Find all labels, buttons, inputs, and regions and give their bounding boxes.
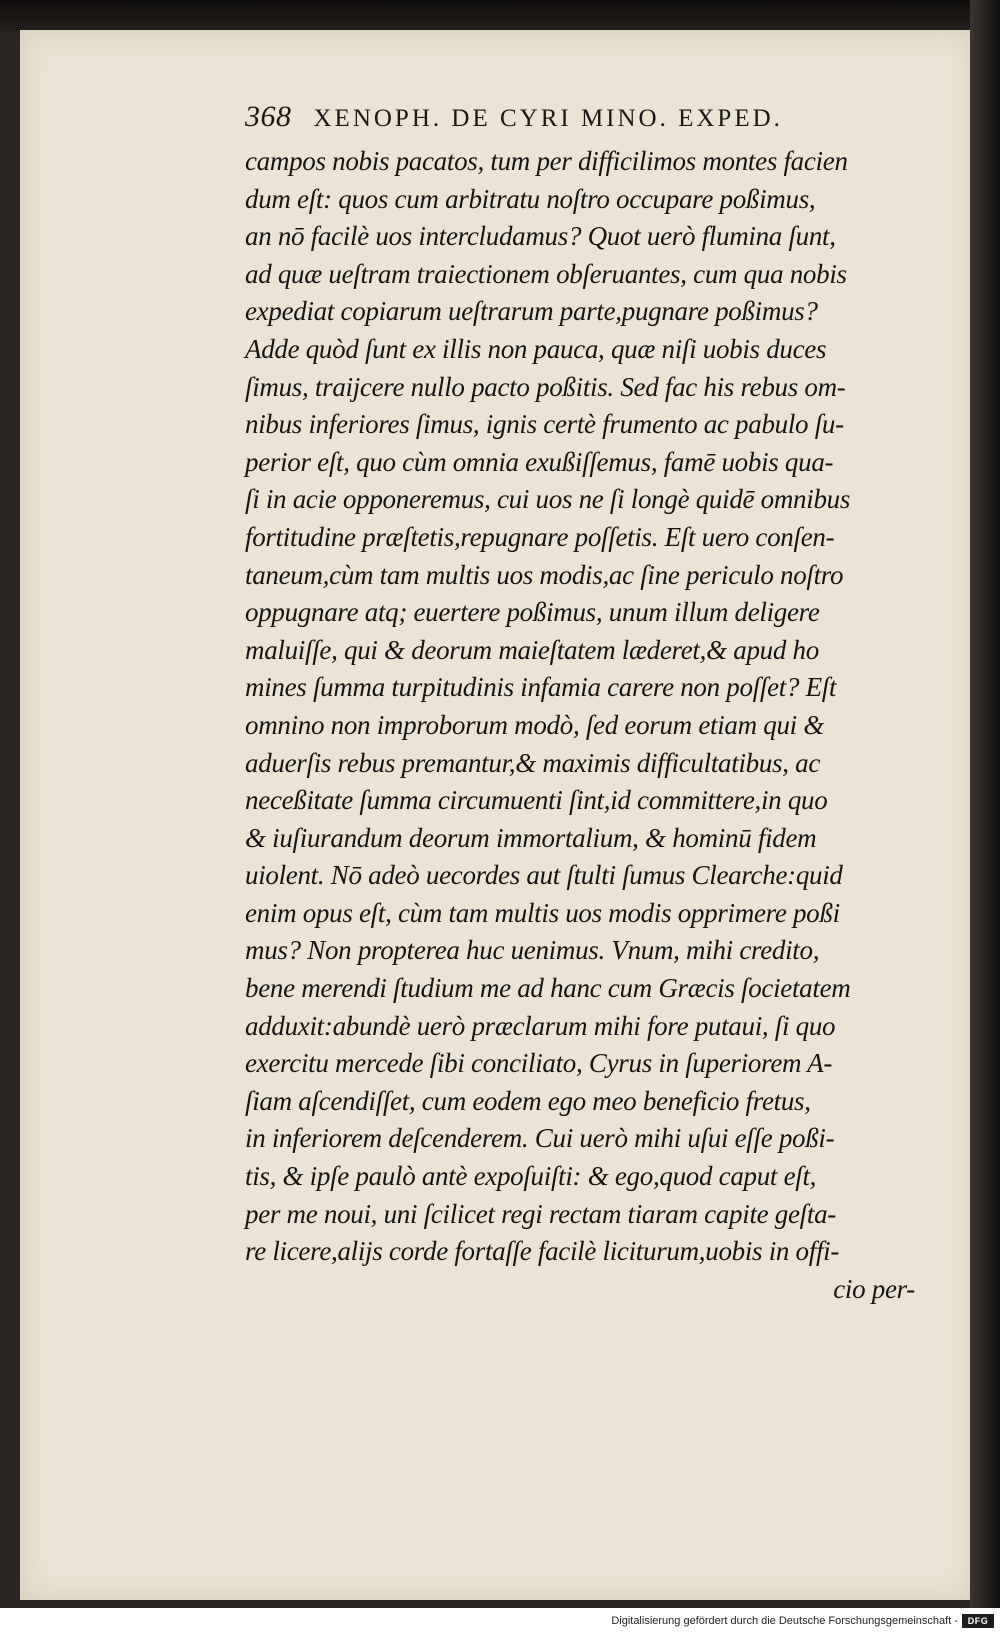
text-line: ſi in acie opponeremus, cui uos ne ſi longè quidē omnibus [245, 484, 851, 515]
catchword: cio per- [833, 1273, 915, 1304]
text-line: adduxit:abundè uerò præclarum mihi fore putaui, ſi quo [245, 1010, 836, 1041]
text-line: perior eſt, quo cùm omnia exußiſſemus, famē uobis qua- [245, 446, 834, 477]
text-line: tis, & ipſe paulò antè expoſuiſti: & ego,quod caput eſt, [245, 1161, 817, 1192]
text-line: nibus inferiores ſimus, ignis certè frumento ac pabulo ſu- [245, 409, 844, 440]
text-line: aduerſis rebus premantur,& maximis difficultatibus, ac [245, 747, 821, 778]
text-line: ſiam aſcendiſſet, cum eodem ego meo beneficio fretus, [245, 1085, 811, 1116]
text-line: Adde quòd ſunt ex illis non pauca, quæ niſi uobis duces [245, 333, 827, 364]
text-line: expediat copiarum ueſtrarum parte,pugnare poßimus? [245, 296, 818, 327]
book-spine-edge [970, 0, 1000, 1608]
page-number: 368 [245, 100, 292, 133]
text-line: oppugnare atq; euertere poßimus, unum illum deligere [245, 597, 820, 628]
digitization-footer [0, 1608, 1000, 1635]
text-line: omnino non improborum modò, ſed eorum etiam qui & [245, 709, 825, 740]
text-line: & iuſiurandum deorum immortalium, & hominū fidem [245, 822, 817, 853]
text-line: bene merendi ſtudium me ad hanc cum Græcis ſocietatem [245, 973, 851, 1004]
text-line: taneum,cùm tam multis uos modis,ac ſine periculo noſtro [245, 559, 844, 590]
text-line: neceßitate ſumma circumuenti ſint,id committere,in quo [245, 785, 828, 816]
text-line: maluiſſe, qui & deorum maieſtatem læderet,& apud ho [245, 634, 819, 665]
text-line: mines ſumma turpitudinis infamia carere non poſſet? Eſt [245, 672, 837, 703]
text-line: an nō facilè uos intercludamus? Quot uerò flumina ſunt, [245, 221, 836, 252]
text-line: campos nobis pacatos, tum per difficilimos montes facien [245, 146, 848, 176]
running-head [245, 100, 885, 140]
running-title: XENOPH. DE CYRI MINO. EXPED. [313, 105, 783, 132]
text-line: fortitudine præſtetis,repugnare poſſetis. Eſt uero conſen- [245, 521, 835, 552]
body-text [245, 143, 915, 1308]
text-line: re licere,alijs corde fortaſſe facilè liciturum,uobis in offi- [245, 1236, 840, 1267]
scan-top-edge [0, 0, 1000, 32]
text-line: dum eſt: quos cum arbitratu noſtro occupare poßimus, [245, 183, 816, 214]
text-line: per me noui, uni ſcilicet regi rectam tiaram capite geſta- [245, 1198, 836, 1229]
funding-credit: Digitalisierung gefördert durch die Deutsche Forschungsgemeinschaft - [611, 1615, 958, 1627]
text-line: ad quæ ueſtram traiectionem obſeruantes, cum qua nobis [245, 258, 847, 289]
text-line: mus? Non propterea huc uenimus. Vnum, mihi credito, [245, 935, 820, 966]
text-line: enim opus eſt, cùm tam multis uos modis opprimere poßi [245, 897, 840, 928]
text-line: ſimus, traijcere nullo pacto poßitis. Sed fac his rebus om- [245, 371, 846, 402]
text-line: exercitu mercede ſibi conciliato, Cyrus in ſuperiorem A- [245, 1048, 833, 1079]
dfg-logo: DFG [962, 1614, 994, 1628]
text-line: in inferiorem deſcenderem. Cui uerò mihi uſui eſſe poßi- [245, 1123, 835, 1154]
text-line: uiolent. Nō adeò uecordes aut ſtulti ſumus Clearche:quid [245, 860, 843, 891]
